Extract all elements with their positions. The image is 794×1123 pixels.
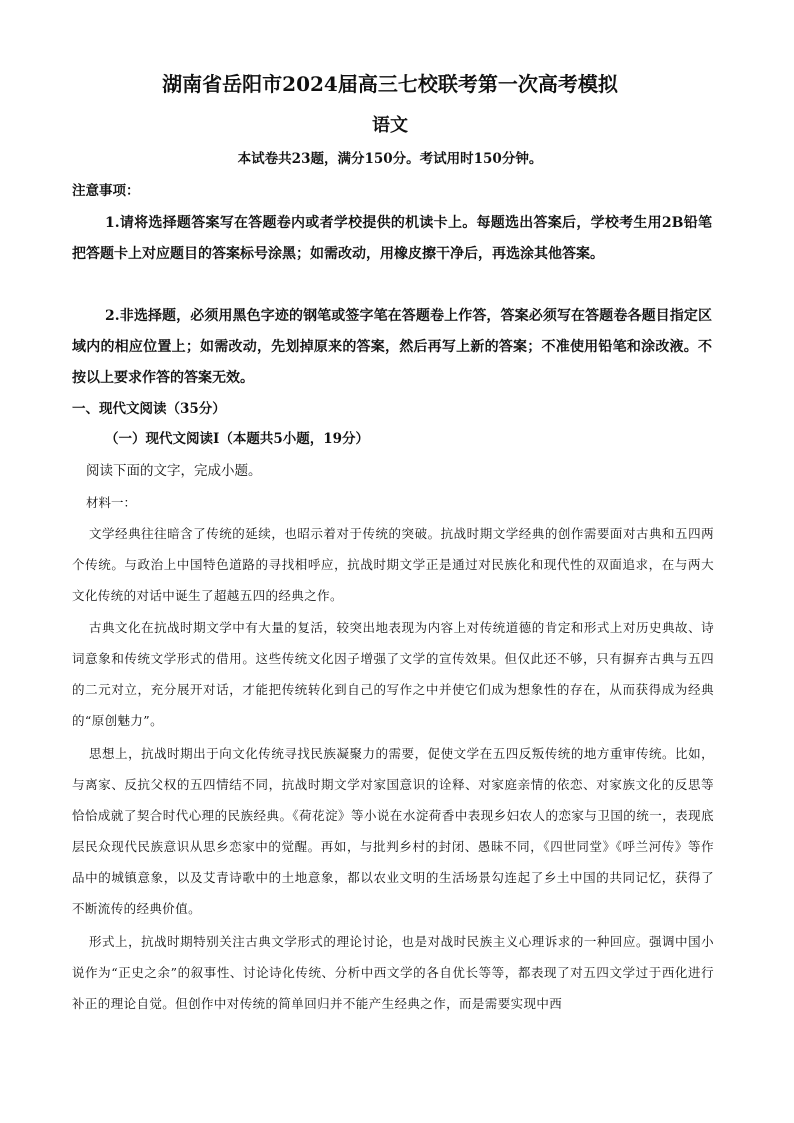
- material-label: 材料一：: [86, 495, 137, 510]
- note-item: 2.非选择题，必须用黑色字迹的钢笔或签字笔在答题卷上作答，答案必须写在答题卷各题目指定区域内的相应位置上；如需改动，先划掉原来的答案，然后再写上新的答案；不准使用铅笔和涂改液。不按以上要求作答的答案无效。: [72, 308, 712, 386]
- passage-paragraph: 文学经典往往暗含了传统的延续，也昭示着对于传统的突破。抗战时期文学经典的创作需要面对古典和五四两个传统。与政治上中国特色道路的寻找相呼应，抗战时期文学正是通过对民族化和现代性的双面追求，在与两大文化传统的对话中诞生了超越五四的经典之作。: [72, 526, 714, 603]
- notes-heading: 注意事项：: [72, 183, 140, 199]
- subject-heading: 语文: [372, 115, 408, 136]
- passage-paragraph: 思想上，抗战时期出于向文化传统寻找民族凝聚力的需要，促使文学在五四反叛传统的地方重审传统。比如，与离家、反抗父权的五四情结不同，抗战时期文学对家国意识的诠释、对家庭亲情的依恋、对家族文化的反思等恰恰成就了契合时代心理的民族经典。《荷花淀》等小说在水淀荷香中表现乡妇农人的恋家与卫国的统一，表现底层民众现代民族意识从思乡恋家中的觉醒。再如，与批判乡村的封闭、愚昧不同，《四世同堂》《呼兰河传》等作品中的城镇意象，以及艾青诗歌中的土地意象，都以农业文明的生活场景勾连起了乡土中国的共同记忆，获得了不断流传的经典价值。: [72, 746, 714, 916]
- exam-info: 本试卷共23题，满分150分。考试用时150分钟。: [237, 151, 543, 167]
- passage-paragraph: 形式上，抗战时期特别关注古典文学形式的理论讨论，也是对战时民族主义心理诉求的一种回应。强调中国小说作为“正史之余”的叙事性、讨论诗化传统、分析中西文学的各自优长等等，都表现了对五四文学过于西化进行补正的理论自觉。但创作中对传统的简单回归并不能产生经典之作，而是需要实现中西: [72, 934, 714, 1011]
- passage-paragraph: 古典文化在抗战时期文学中有大量的复活，较突出地表现为内容上对传统道德的肯定和形式上对历史典故、诗词意象和传统文学形式的借用。这些传统文化因子增强了文学的宣传效果。但仅此还不够，只有摒弃古典与五四的二元对立，充分展开对话，才能把传统转化到自己的写作之中并使它们成为想象性的存在，从而获得成为经典的“原创魅力”。: [72, 620, 714, 728]
- section-heading: 一、现代文阅读（35分）: [72, 401, 226, 417]
- reading-instruction: 阅读下面的文字，完成小题。: [86, 463, 262, 479]
- subsection-heading: （一）现代文阅读Ⅰ（本题共5小题，19分）: [105, 431, 369, 447]
- exam-title: 湖南省岳阳市2024届高三七校联考第一次高考模拟: [162, 72, 618, 96]
- note-item: 1.请将选择题答案写在答题卷内或者学校提供的机读卡上。每题选出答案后，学校考生用2B铅笔把答题卡上对应题目的答案标号涂黑；如需改动，用橡皮擦干净后，再选涂其他答案。: [72, 215, 712, 262]
